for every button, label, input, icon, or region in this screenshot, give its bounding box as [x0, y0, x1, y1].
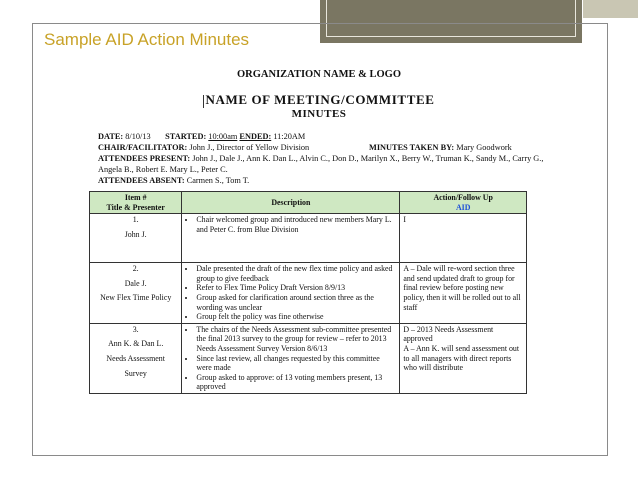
- header-action-line1: Action/Follow Up: [433, 193, 493, 202]
- row2-bullet: • Dale presented the draft of the new flex time policy and asked group to give feedback: [196, 264, 396, 283]
- decorative-corner-tab: [583, 0, 638, 18]
- row2-action-cell: A – Dale will re-word section three and send updated draft to group for final review before posting new policy, then it will be rolled out to all staff: [400, 263, 527, 324]
- row2-bullet: • Group felt the policy was fine otherwise: [196, 312, 396, 322]
- header-action: [400, 192, 527, 214]
- row3-bullet: • Group asked to approve: of 13 voting members present, 13 approved: [196, 373, 396, 392]
- row3-action-cell: [400, 323, 527, 393]
- row2-item-title: New Flex Time Policy: [100, 293, 172, 303]
- attendees-present-value: John J., Dale J., Ann K. Dan L., Alvin C., Don D., Marilyn X., Berry W., Truman K., Sandy M., Carry G.,: [192, 154, 544, 163]
- meeting-title-text: NAME OF MEETING/COMMITTEE: [205, 92, 435, 107]
- row1-description-cell: [182, 214, 400, 263]
- slide-title: Sample AID Action Minutes: [44, 30, 250, 49]
- minutes-taken-label: MINUTES TAKEN BY:: [369, 143, 455, 152]
- table-row: [90, 214, 527, 263]
- header-action-aid: AID: [455, 202, 471, 212]
- row2-bullet: • Refer to Flex Time Policy Draft Version 8/9/13: [196, 283, 396, 293]
- meeting-title-heading: [0, 92, 638, 108]
- attendees-absent-line: [98, 175, 249, 187]
- row3-item-title: Needs Assessment: [106, 353, 165, 363]
- minutes-table: [89, 191, 527, 394]
- row3-item-number: 3.: [132, 324, 139, 334]
- row1-bullet: • Chair welcomed group and introduced new members Mary L. and Peter C. from Blue Division: [196, 215, 396, 234]
- attendees-absent-value: Carmen S., Tom T.: [186, 176, 250, 185]
- table-row: [90, 263, 527, 324]
- row3-action-line: A – Ann K. will send assessment out to all managers with direct reports who will distribute: [403, 343, 520, 373]
- minutes-taken-value: Mary Goodwork: [456, 143, 512, 152]
- org-name-heading: ORGANIZATION NAME & LOGO: [236, 69, 402, 80]
- attendees-present-label: ATTENDEES PRESENT:: [98, 154, 191, 163]
- row3-description-cell: [182, 323, 400, 393]
- started-value: 10:00am: [208, 132, 238, 141]
- row3-item-presenter: Ann K. & Dan L.: [108, 339, 164, 349]
- header-item: [90, 192, 182, 214]
- row3-action-line: D – 2013 Needs Assessment approved: [403, 324, 494, 344]
- header-description: [182, 192, 400, 214]
- row3-bullet: • The chairs of the Needs Assessment sub-committee presented the final 2013 survey to the group for review – refer to 2013 Needs Assessment Survey Version 8/6/13: [196, 325, 396, 354]
- header-item-line2: Title & Presenter: [106, 202, 165, 212]
- minutes-taken-line: [369, 142, 512, 154]
- started-label: STARTED:: [165, 132, 207, 141]
- ended-label: ENDED:: [239, 132, 272, 141]
- row2-description-cell: [182, 263, 400, 324]
- header-description-label: Description: [271, 197, 311, 207]
- attendees-present-line: [98, 153, 543, 165]
- ended-value: 11:20AM: [273, 132, 306, 141]
- row3-item-title-2: Survey: [124, 368, 147, 378]
- date-label: DATE:: [98, 132, 124, 141]
- row3-item-cell: [90, 323, 182, 393]
- minutes-heading: MINUTES: [291, 108, 347, 120]
- row1-item-number: 1.: [132, 215, 139, 225]
- row2-item-presenter: Dale J.: [124, 278, 147, 288]
- row1-action-cell: I: [400, 214, 527, 263]
- date-time-line: [98, 131, 305, 143]
- table-header-row: [90, 192, 527, 214]
- attendees-present-line-2: Angela B., Robert E. Mary L., Peter C.: [98, 165, 228, 174]
- row2-item-cell: [90, 263, 182, 324]
- row2-item-number: 2.: [132, 264, 139, 274]
- row1-item-cell: [90, 214, 182, 263]
- table-row: [90, 323, 527, 393]
- date-value: 8/10/13: [125, 132, 151, 141]
- attendees-absent-label: ATTENDEES ABSENT:: [98, 176, 185, 185]
- row2-bullet: • Group asked for clarification around section three as the wording was unclear: [196, 293, 396, 312]
- chair-label: CHAIR/FACILITATOR:: [98, 143, 188, 152]
- row1-item-presenter: John J.: [124, 229, 147, 239]
- row3-bullet: • Since last review, all changes requested by this committee were made: [196, 354, 396, 373]
- header-item-line1: Item #: [124, 193, 147, 202]
- chair-line: [98, 142, 309, 154]
- chair-value: John J., Director of Yellow Division: [189, 143, 310, 152]
